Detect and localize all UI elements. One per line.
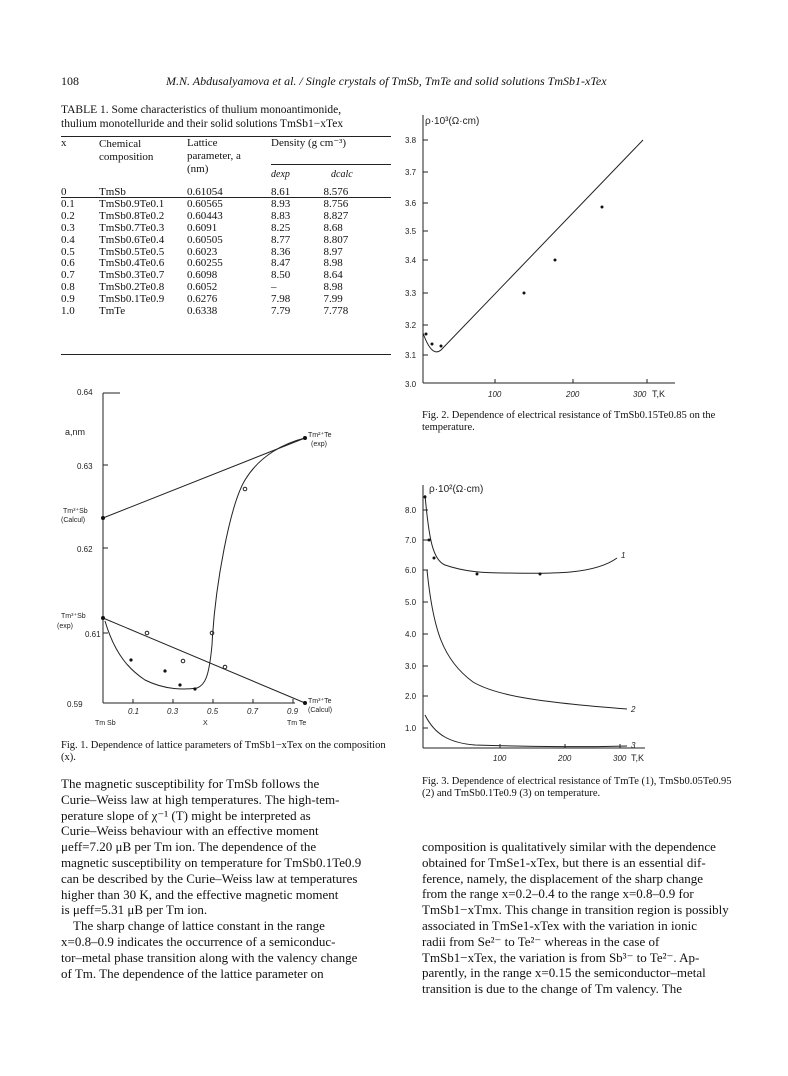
- table-cell: 7.98: [271, 293, 291, 306]
- table-cell: 8.47: [271, 257, 291, 270]
- fig3-xtick: 100: [493, 754, 507, 763]
- col-header-density: Density (g cm⁻³) dexp dcalc: [271, 137, 391, 181]
- text-line: magnetic susceptibility on temperature for TmSb0.1Te0.9: [61, 854, 362, 870]
- table-cell: 0.6: [61, 257, 75, 270]
- text-line: is μeff=5.31 μB per Tm ion.: [61, 902, 208, 918]
- table-cell: 8.50: [271, 269, 291, 282]
- fig3-curve-label: 2: [631, 705, 636, 714]
- fig1-xleft: Tm Sb: [95, 720, 116, 727]
- text-line: TmSb1−xTmx. This change in transition region is possibly: [422, 902, 729, 918]
- table-cell: 7.778: [323, 305, 349, 318]
- text-line: associated in TmSe1-xTex with the variation in ionic: [422, 917, 698, 933]
- fig2-xtick: 100: [488, 390, 502, 399]
- table-row: [61, 306, 391, 318]
- col-header-dexp: dexp: [271, 169, 290, 180]
- table-cell: 8.807: [323, 233, 349, 246]
- fig1-label-bl: (exp): [57, 623, 73, 630]
- text-line: Curie–Weiss behaviour with an effective moment: [61, 823, 319, 839]
- fig3-ytick: 8.0: [405, 506, 417, 515]
- table-cell: 0.61054: [187, 186, 223, 198]
- fig1-ytick: 0.61: [85, 630, 101, 639]
- table-cell: 8.61: [271, 186, 291, 198]
- table-cell: 8.756: [323, 197, 349, 210]
- text-line: obtained for TmSe1-xTex, but there is an essential dif-: [422, 854, 706, 870]
- fig2-xtick: 300: [633, 390, 647, 399]
- text-line: TmSb1−xTex, the variation is from Sb³⁻ to Te²⁻. Ap-: [422, 949, 700, 965]
- fig1-label-tr: Tm²⁺Te: [308, 432, 332, 439]
- fig2-resistance-chart: [395, 100, 695, 400]
- table-cell: 8.64: [323, 269, 343, 282]
- fig1-label-tl: (Calcul): [61, 517, 86, 524]
- table-cell: TmSb0.1Te0.9: [99, 293, 165, 306]
- table-header-rule: [61, 197, 391, 198]
- table-cell: TmSb0.9Te0.1: [99, 197, 165, 210]
- fig1-caption: Fig. 1. Dependence of lattice parameters of TmSb1−xTex on the composition (x).: [61, 740, 386, 763]
- table-cell: TmSb0.2Te0.8: [99, 281, 165, 294]
- fig1-ytick: 0.59: [67, 700, 83, 709]
- table-cell: 1.0: [61, 305, 75, 318]
- fig3-ytick: 7.0: [405, 536, 417, 545]
- text-line: ference, namely, the displacement of the sharp change: [422, 870, 704, 886]
- table-cell: 8.98: [323, 257, 343, 270]
- fig1-xtick: 0.7: [247, 707, 259, 716]
- table-cell: 8.36: [271, 245, 291, 258]
- text-line: radii from Se²⁻ to Te²⁻ whereas in the case of: [422, 933, 660, 949]
- text-line: of Tm. The dependence of the lattice parameter on: [61, 965, 324, 981]
- fig2-ytick: 3.2: [405, 321, 417, 330]
- fig1-ytick: 0.62: [77, 545, 93, 554]
- fig3-ylabel: ρ·10²(Ω·cm): [429, 484, 484, 495]
- table-cell: 8.576: [323, 186, 349, 198]
- table-cell: 0.9: [61, 293, 75, 306]
- text-line: Curie–Weiss law at high temperatures. The high-tem-: [61, 791, 340, 807]
- fig2-xtick: 200: [566, 390, 580, 399]
- fig3-ytick: 6.0: [405, 566, 417, 575]
- table-cell: –: [271, 281, 277, 294]
- table-1: [61, 137, 391, 318]
- table-cell: 7.79: [271, 305, 291, 318]
- fig3-curve-label: 3: [631, 741, 636, 750]
- table-caption-line: TABLE 1. Some characteristics of thulium monoantimonide,: [61, 104, 342, 116]
- fig3-xunit: T,K: [631, 753, 645, 763]
- fig1-label-bl: Tm³⁺Sb: [61, 613, 86, 620]
- page-number: 108: [61, 74, 79, 88]
- text-line: can be described by the Curie–Weiss law at temperatures: [61, 870, 358, 886]
- fig1-xmid: X: [203, 720, 208, 727]
- table-row: [61, 211, 391, 223]
- fig1-xtick: 0.9: [287, 707, 299, 716]
- fig2-ytick: 3.7: [405, 168, 417, 177]
- table-cell: 8.25: [271, 221, 291, 234]
- table-cell: 8.93: [271, 197, 291, 210]
- text-line: tor–metal phase transition along with the valency change: [61, 949, 358, 965]
- text-line: transition is due to the change of Tm valency. The: [422, 981, 683, 997]
- text-line: x=0.8–0.9 indicates the occurrence of a semiconduc-: [61, 933, 336, 949]
- table-bottom-rule: [61, 354, 391, 355]
- fig2-ytick: 3.1: [405, 351, 417, 360]
- table-cell: 8.83: [271, 209, 291, 222]
- col-header-x: x: [61, 137, 67, 149]
- table-cell: 0.1: [61, 197, 75, 210]
- table-cell: TmSb0.8Te0.2: [99, 209, 165, 222]
- col-header-chemical: Chemical composition: [99, 138, 154, 163]
- text-line: The sharp change of lattice constant in the range: [73, 918, 325, 934]
- fig1-ytick: 0.64: [77, 388, 93, 397]
- fig1-ytick: 0.63: [77, 462, 93, 471]
- table-cell: 0.6091: [187, 221, 218, 234]
- fig2-ytick: 3.4: [405, 256, 417, 265]
- col-header-lattice: Lattice parameter, a (nm): [187, 137, 241, 175]
- table-cell: TmSb0.7Te0.3: [99, 221, 165, 234]
- table-cell: 0: [61, 186, 67, 198]
- fig3-ytick: 5.0: [405, 598, 417, 607]
- table-row: [61, 223, 391, 235]
- body-text-right: [422, 839, 742, 997]
- fig3-curve-label: 1: [621, 551, 626, 560]
- table-cell: 8.68: [323, 221, 343, 234]
- fig3-ytick: 3.0: [405, 662, 417, 671]
- table-cell: 8.97: [323, 245, 343, 258]
- table-cell: 0.7: [61, 269, 75, 282]
- table-cell: 0.60255: [187, 257, 223, 270]
- fig3-xtick: 200: [558, 754, 572, 763]
- fig2-ytick: 3.0: [405, 380, 417, 389]
- fig1-label-tr: (exp): [311, 441, 327, 448]
- table-cell: 8.827: [323, 209, 349, 222]
- fig2-ytick: 3.3: [405, 289, 417, 298]
- table-cell: 0.8: [61, 281, 75, 294]
- table-cell: 0.60505: [187, 233, 223, 246]
- body-text-left: [61, 776, 391, 981]
- fig3-ytick: 2.0: [405, 692, 417, 701]
- table-cell: 8.98: [323, 281, 343, 294]
- table-cell: TmSb0.5Te0.5: [99, 245, 165, 258]
- fig1-xright: Tm Te: [287, 720, 307, 727]
- fig1-xtick: 0.1: [128, 707, 140, 716]
- table-cell: 0.4: [61, 233, 75, 246]
- table-cell: 0.6098: [187, 269, 218, 282]
- fig2-ytick: 3.8: [405, 136, 417, 145]
- fig2-ytick: 3.6: [405, 199, 417, 208]
- fig3-resistance-chart: [395, 470, 695, 775]
- fig1-label-br: Tm³⁺Te: [308, 698, 332, 705]
- table-cell: 0.5: [61, 245, 75, 258]
- table-cell: 0.6338: [187, 305, 218, 318]
- col-header-dcalc: dcalc: [331, 169, 353, 180]
- text-line: perature slope of χ⁻¹ (T) might be interpreted as: [61, 807, 311, 823]
- table-cell: 0.3: [61, 221, 75, 234]
- table-cell: TmSb: [99, 186, 126, 198]
- running-title: M.N. Abdusalyamova et al. / Single crystals of TmSb, TmTe and solid solutions TmSb1-xTex: [166, 74, 607, 88]
- fig1-label-tl: Tm³⁺Sb: [63, 508, 88, 515]
- table-caption: [61, 103, 391, 131]
- text-line: from the range x=0.2–0.4 to the range x=0.8–0.9 for: [422, 886, 694, 902]
- fig1-label-br: (Calcul): [308, 707, 333, 714]
- fig1-xtick: 0.3: [167, 707, 179, 716]
- fig3-ytick: 4.0: [405, 630, 417, 639]
- table-cell: 0.2: [61, 209, 75, 222]
- table-cell: 0.6023: [187, 245, 218, 258]
- fig2-xunit: T,K: [652, 389, 666, 399]
- fig1-xtick: 0.5: [207, 707, 219, 716]
- table-cell: TmSb0.6Te0.4: [99, 233, 165, 246]
- fig1-ylabel: a,nm: [65, 427, 86, 437]
- fig1-lattice-chart: [55, 385, 395, 730]
- text-line: composition is qualitatively similar with the dependence: [422, 839, 716, 854]
- table-cell: 0.60443: [187, 209, 223, 222]
- fig3-caption: Fig. 3. Dependence of electrical resistance of TmTe (1), TmSb0.05Te0.95 (2) and TmSb0.1Te0.9 (3) on temperature.: [422, 776, 732, 799]
- table-cell: TmSb0.3Te0.7: [99, 269, 165, 282]
- text-line: higher than 30 K, and the effective magnetic moment: [61, 886, 339, 902]
- table-cell: 0.6052: [187, 281, 218, 294]
- table-row: [61, 235, 391, 247]
- table-cell: 0.6276: [187, 293, 218, 306]
- fig3-xtick: 300: [613, 754, 627, 763]
- table-cell: 0.60565: [187, 197, 223, 210]
- table-cell: 7.99: [323, 293, 343, 306]
- text-line: μeff=7.20 μB per Tm ion. The dependence of the: [61, 839, 317, 855]
- fig2-ytick: 3.5: [405, 227, 417, 236]
- fig2-caption: Fig. 2. Dependence of electrical resistance of TmSb0.15Te0.85 on the temperature.: [422, 410, 716, 433]
- table-cell: TmSb0.4Te0.6: [99, 257, 165, 270]
- table-cell: TmTe: [99, 305, 126, 318]
- text-line: parently, in the range x=0.15 the semiconductor–metal: [422, 965, 706, 981]
- table-caption-line: thulium monotelluride and their solid solutions TmSb1−xTex: [61, 118, 344, 130]
- fig3-ytick: 1.0: [405, 724, 417, 733]
- fig2-ylabel: ρ·10³(Ω·cm): [425, 116, 480, 127]
- text-line: The magnetic susceptibility for TmSb follows the: [61, 776, 320, 791]
- table-cell: 8.77: [271, 233, 291, 246]
